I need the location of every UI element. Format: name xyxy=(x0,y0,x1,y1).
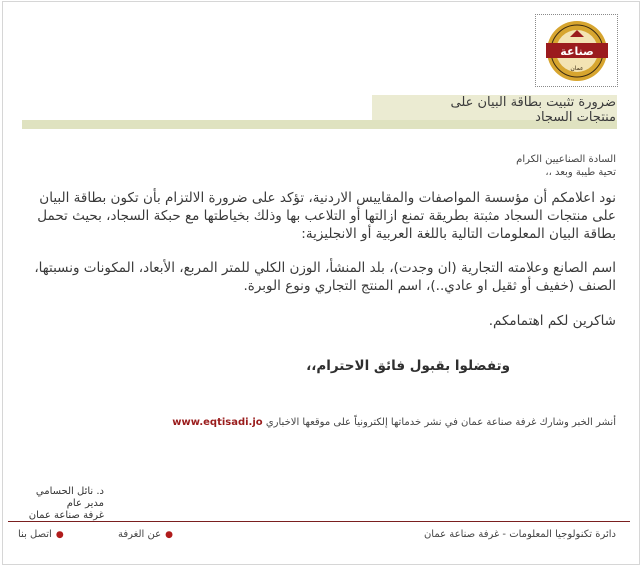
subject-line-2: منتجات السجاد xyxy=(535,110,616,125)
logo-main-text: صناعة xyxy=(560,45,594,58)
logo-box xyxy=(535,14,618,87)
footer-link-contact[interactable] xyxy=(18,529,64,540)
signature-title: مدير عام xyxy=(66,498,104,509)
signature-block xyxy=(29,486,104,522)
amman-chamber-of-industry-logo xyxy=(542,19,612,83)
footer-link-about-label: عن الغرفة xyxy=(118,529,162,540)
salutation-line-2: تحية طيبة وبعد ،، xyxy=(545,167,616,178)
subject-line-1: ضرورة تثبيت بطاقة البيان على xyxy=(450,95,616,110)
footer-department: دائرة تكنولوجيا المعلومات - غرفة صناعة عمان xyxy=(423,529,616,540)
signature-org: غرفة صناعة عمان xyxy=(28,510,104,521)
footer-link-about[interactable] xyxy=(118,529,173,540)
share-notice xyxy=(172,417,616,428)
signature-name: د. نائل الحسامي xyxy=(35,486,104,497)
body-paragraph-2: اسم الصانع وعلامته التجارية (ان وجدت)، بلد المنشأ، الوزن الكلي للمتر المربع، الأبعاد، المكونات ونسبتها، الصنف (خفيف أو ثقيل او عادي..)، اسم المنتج التجاري ونوع الوبرة. xyxy=(34,260,616,294)
salutation xyxy=(516,153,616,179)
body-paragraph-3: شاكرين لكم اهتمامكم. xyxy=(488,313,616,329)
site-link[interactable]: www.eqtisadi.jo xyxy=(172,417,263,428)
bullet-icon: ● xyxy=(55,530,64,540)
footer-link-contact-label: اتصل بنا xyxy=(18,529,52,540)
footer-divider xyxy=(8,521,630,522)
share-text: أنشر الخبر وشارك غرفة صناعة عمان في نشر خدماتها إلكترونياً على موقعها الاخباري xyxy=(265,417,616,428)
bullet-icon: ● xyxy=(165,530,173,540)
closing-line: وتفضلوا بقبول فائق الاحترام،، xyxy=(306,358,510,374)
logo-emblem-icon xyxy=(542,19,612,83)
subject-title xyxy=(450,95,616,125)
salutation-line-1: السادة الصناعيين الكرام xyxy=(516,154,616,165)
logo-sub-text: عمان xyxy=(570,65,584,72)
body-paragraph-1: نود اعلامكم أن مؤسسة المواصفات والمقاييس الاردنية، تؤكد على ضرورة الالتزام بأن تكون بطاقة البيان على منتجات السجاد مثبتة بطريقة تمنع ازالتها أو التلاعب بها وذلك بخياطتها مع حبكة السجاد، بحيث تحمل بطاقة البيان المعلومات التالية باللغة العربية أو الانجليزية: xyxy=(37,190,616,242)
